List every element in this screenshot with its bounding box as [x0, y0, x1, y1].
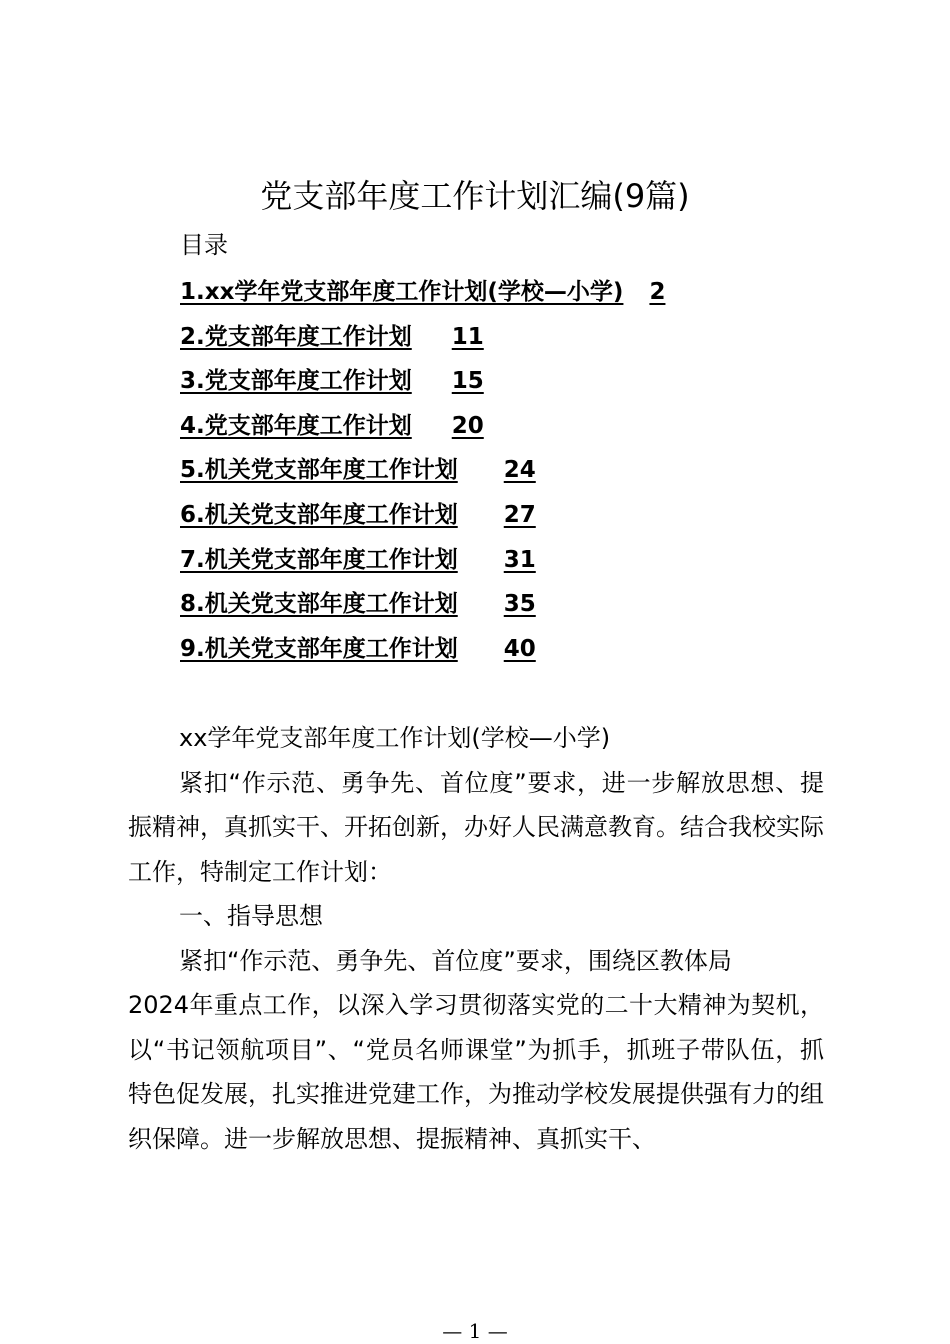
toc-entry-label: 7.机关党支部年度工作计划	[180, 546, 458, 573]
toc-entry-label: 3.党支部年度工作计划	[180, 368, 412, 395]
page-number: — 1 —	[442, 1319, 508, 1343]
toc-entry-page: 20	[451, 412, 484, 439]
toc-heading: 目录	[180, 231, 228, 259]
toc-entry-page: 2	[649, 279, 666, 305]
toc-entry[interactable]	[180, 272, 665, 317]
toc-entry[interactable]	[180, 406, 665, 451]
toc-link[interactable]	[180, 368, 484, 394]
toc-link[interactable]	[180, 324, 484, 350]
toc-entry[interactable]	[180, 450, 665, 495]
toc-entry-page: 11	[451, 323, 484, 350]
toc-entry-page: 27	[503, 501, 536, 528]
toc-entry[interactable]	[180, 629, 665, 674]
toc-link[interactable]	[180, 502, 536, 528]
section-title: xx学年党支部年度工作计划(学校—小学)	[179, 724, 611, 752]
toc-entry-label: 8.机关党支部年度工作计划	[180, 591, 458, 618]
toc-entry-page: 15	[451, 368, 484, 395]
toc-link[interactable]	[180, 457, 536, 483]
toc-entry[interactable]	[180, 361, 665, 406]
toc-entry-label: 6.机关党支部年度工作计划	[180, 501, 458, 528]
toc-entry-page: 40	[503, 635, 536, 662]
toc-entry-label: 5.机关党支部年度工作计划	[180, 457, 458, 484]
toc-entry[interactable]	[180, 584, 665, 629]
body-paragraph: 2024年重点工作，以深入学习贯彻落实党的二十大精神为契机，以“书记领航项目”、“党员名师课堂”为抓手，抓班子带队伍，抓特色促发展，扎实推进党建工作，为推动学校发展提供强有力的组织保障。进一步解放思想、提振精神、真抓实干、	[128, 991, 824, 1153]
toc-link[interactable]	[180, 413, 484, 439]
body-paragraph: 紧扣“作示范、勇争先、首位度”要求，围绕区教体局	[179, 946, 732, 975]
toc-link[interactable]	[180, 636, 536, 662]
toc-entry-page: 35	[503, 591, 536, 618]
document-title: 党支部年度工作计划汇编(9篇)	[260, 177, 690, 215]
toc-entry[interactable]	[180, 317, 665, 362]
document-body	[128, 716, 824, 1161]
body-paragraph: 紧扣“作示范、勇争先、首位度”要求，进一步解放思想、提振精神，真抓实干、开拓创新，办好人民满意教育。结合我校实际工作，特制定工作计划：	[128, 768, 824, 886]
toc-entry-page: 24	[503, 457, 536, 484]
toc-entry-label: 2.党支部年度工作计划	[180, 323, 412, 350]
section-heading: 一、指导思想	[179, 902, 323, 930]
table-of-contents	[180, 272, 665, 673]
toc-entry[interactable]	[180, 495, 665, 540]
toc-entry-label: 1.xx学年党支部年度工作计划(学校—小学)	[180, 279, 624, 305]
toc-entry-label: 4.党支部年度工作计划	[180, 412, 412, 439]
toc-link[interactable]	[180, 591, 536, 617]
toc-link[interactable]	[180, 547, 536, 573]
toc-link[interactable]	[180, 279, 665, 305]
toc-entry[interactable]	[180, 540, 665, 585]
toc-entry-label: 9.机关党支部年度工作计划	[180, 635, 458, 662]
toc-entry-page: 31	[503, 546, 536, 573]
